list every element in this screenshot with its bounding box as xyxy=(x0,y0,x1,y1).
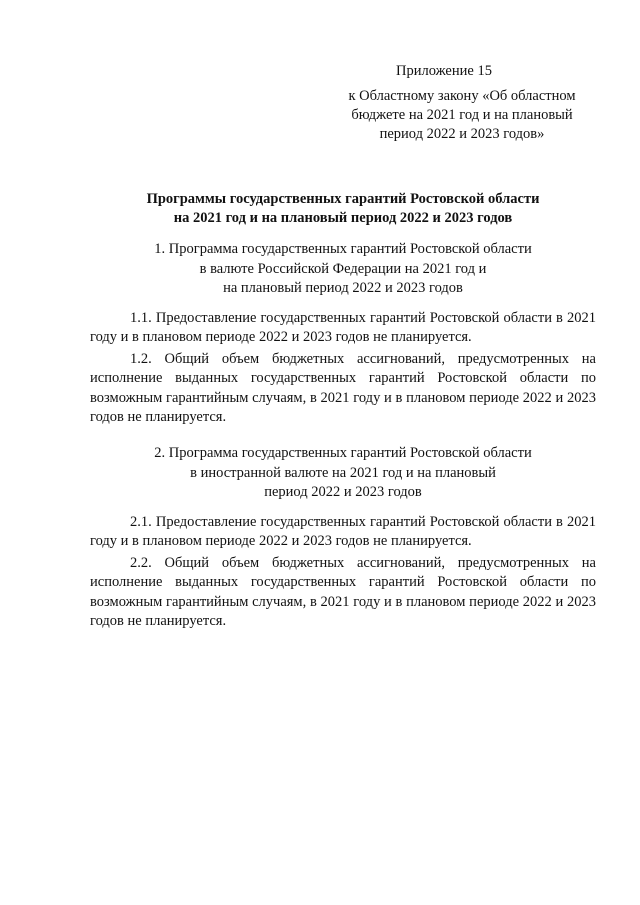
section-heading-line: в валюте Российской Федерации на 2021 год и xyxy=(199,260,487,277)
section-heading-line: на плановый период 2022 и 2023 годов xyxy=(223,280,463,296)
paragraph-2-2: 2.2. Общий объем бюджетных ассигнований, предусмотренных на исполнение выданных государственных гарантий Ростовской области по возможным гарантийным случаям, в 2021 году и в плановом периоде 2022 и 2023 годов не планируется. xyxy=(90,555,596,629)
section-2-heading xyxy=(90,444,596,503)
paragraph-1-2: 1.2. Общий объем бюджетных ассигнований, предусмотренных на исполнение выданных государственных гарантий Ростовской области по возможным гарантийным случаям, в 2021 году и в плановом периоде 2022 и 2023 годов не планируется. xyxy=(90,351,596,425)
appendix-reference-line: бюджете на 2021 год и на плановый xyxy=(351,107,573,123)
appendix-header xyxy=(330,62,594,144)
appendix-reference xyxy=(330,87,594,144)
document-title xyxy=(90,190,596,228)
paragraph-2-1: 2.1. Предоставление государственных гарантий Ростовской области в 2021 году и в плановом периоде 2022 и 2023 годов не планируется. xyxy=(90,514,596,550)
section-heading-line: 1. Программа государственных гарантий Ростовской области xyxy=(154,241,532,257)
paragraph-1-1: 1.1. Предоставление государственных гарантий Ростовской области в 2021 году и в плановом периоде 2022 и 2023 годов не планируется. xyxy=(90,310,596,346)
appendix-reference-line: период 2022 и 2023 годов» xyxy=(379,126,545,142)
section-heading-line: в иностранной валюте на 2021 год и на плановый xyxy=(190,464,496,481)
document-title-line: Программы государственных гарантий Ростовской области xyxy=(146,191,540,207)
section-heading-line: период 2022 и 2023 годов xyxy=(264,484,422,500)
section-heading-line: 2. Программа государственных гарантий Ростовской области xyxy=(154,445,532,461)
appendix-number: Приложение 15 xyxy=(396,63,492,79)
appendix-reference-line: к Областному закону «Об областном xyxy=(348,88,576,104)
document-title-line: на 2021 год и на плановый период 2022 и 2023 годов xyxy=(173,210,513,226)
section-1-heading xyxy=(90,240,596,299)
